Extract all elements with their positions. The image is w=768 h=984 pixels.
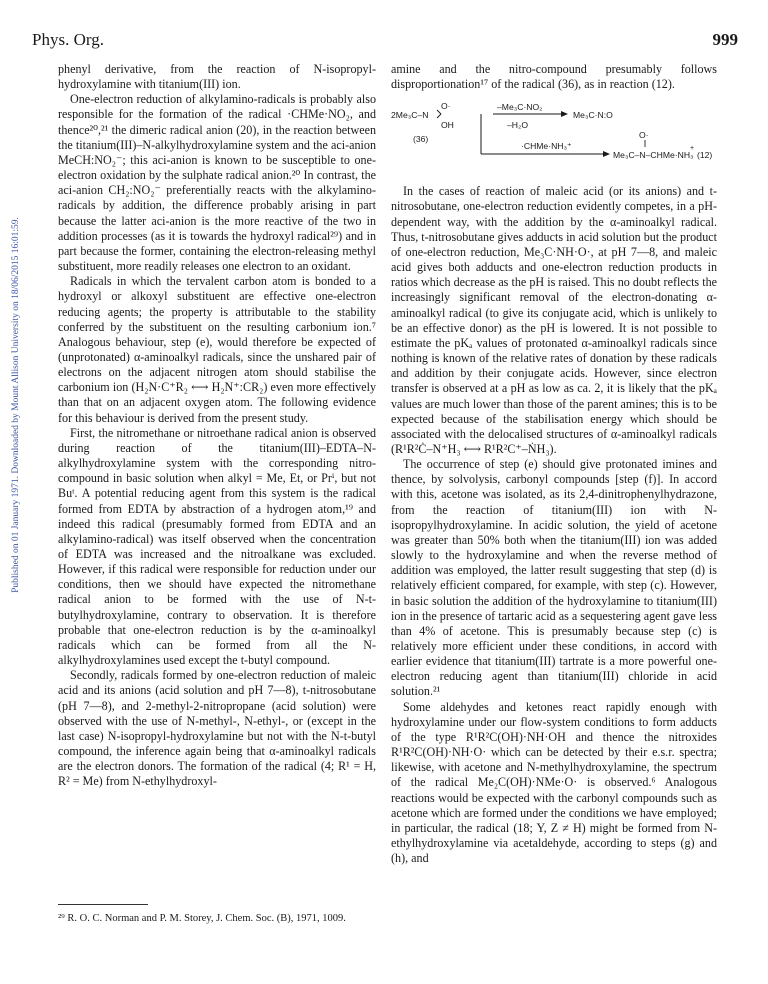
- paragraph: One-electron reduction of alkylamino-radicals is probably also responsible for the formation of the radical ·CHMe·NO₂, and thence²⁰,²¹ the dimeric radical anion (20), in the reaction between the titanium(III)–N-alkylhydroxylamine system and the aci-anion MeCH:NO₂⁻; this aci-anion is known to be susceptible to one-electron oxidation by the sulphate radical anion.²⁰ In contrast, the aci-anion CH₂:NO₂⁻ preferentially reacts with the alkylamino-radicals by addition, the difference probably arising in part because the latter aci-anion is the more reactive of the two in addition processes (as it is towards the hydroxyl radical²⁹) and in part because the former, containing the electron-releasing methyl substituent, more readily releases one electron to an oxidant.: [58, 92, 376, 274]
- running-head: [32, 30, 738, 52]
- paragraph: Some aldehydes and ketones react rapidly enough with hydroxylamine under our flow-system conditions to form adducts of the type R¹R²C(OH)·NH·OH and thence the nitroxides R¹R²C(OH)·NH·O· which can be detected by their e.s.r. spectra; likewise, with acetone and N-methylhydroxylamine, the spectrum of the radical Me₂C(OH)·NMe·O· is observed.⁶ Analogous reactions would be expected with the carbonyl compounds such as acetone which are formed under the conditions we have employed; in particular, the radical (18; Y, Z ≠ H) might be formed from N-ethylhydroxylamine via acetaldehyde, according to steps (g) and (h), and: [391, 699, 717, 866]
- footnote-divider: [58, 904, 148, 905]
- step1-reagent: –Me₃C·NO₂: [497, 102, 543, 113]
- product-nitroxide: Me₃C–N–CHMe·NH₃: [613, 150, 694, 161]
- compound-label: (36): [413, 134, 429, 145]
- paragraph: The occurrence of step (e) should give protonated imines and thence, by solvolysis, carbonyl compounds [step (f)]. In accord with this, acetone was isolated, as its 2,4-dinitrophenylhydrazone, from the reaction of titanium(III) ion with N-isopropylhydroxylamine. In acidic solution, the yield of acetone was greater than 50% both when the titanium(III) ion was added slowly to the hydroxylamine and when the reverse method of addition was employed, the latter result suggesting that step (d) is relatively efficient compared, for example, with step (c). However, in basic solution the addition of the hydroxylamine to titanium(III) ion in the presence of tartaric acid as a sequestering agent gave less than 4% of acetone. This is presumably because step (c) is relatively more efficient under these conditions, in accord with earlier evidence that titanium(III) tartrate is a more powerful one-electron reducing agent than titanium(III) chloride in acid solution.²¹: [391, 457, 717, 699]
- download-note: Published on 01 January 1971. Downloaded by Mount Allison University on 18/06/2015 16:01:59.: [11, 217, 21, 593]
- right-column: [391, 62, 717, 866]
- paragraph: Secondly, radicals formed by one-electron reduction of maleic acid and its anions (acid solution and pH 7—8), t-nitrosobutane (pH 7—8), and 2-methyl-2-nitropropane (acid solution) were observed with the use of N-methyl-, N-ethyl-, or (except in the last case) N-isopropyl-hydroxylamine but not with the N-t-butyl compound, the inference again being that α-aminoalkyl radicals are the electron donors. The formation of the radical (4; R¹ = H, R² = Me) from N-ethylhydroxyl-: [58, 668, 376, 789]
- product-nitroso: Me₃C·N:O: [573, 110, 613, 121]
- reactant-oxyl: O·: [441, 101, 451, 112]
- reactant-hydroxyl: OH: [441, 120, 454, 131]
- journal-title: Phys. Org.: [32, 30, 104, 49]
- reaction-scheme-12: [391, 96, 717, 174]
- step1-byproduct: –H₂O: [507, 120, 529, 131]
- reactant: 2Me₃C–N: [391, 110, 429, 121]
- paragraph: amine and the nitro-compound presumably follows disproportionation¹⁷ of the radical (36), as in reaction (12).: [391, 62, 717, 92]
- paragraph: Radicals in which the tervalent carbon atom is bonded to a hydroxyl or alkoxyl substituent are effective one-electron reducing agents; the property is attributable to the stability conferred by the substituent on the resulting carbonium ion.⁷ Analogous behaviour, step (e), would therefore be expected of (unprotonated) α-aminoalkyl radicals, since the unshared pair of electrons on the adjacent nitrogen atom should stabilise the carbonium ion (H₂N·C⁺R₂ ⟷ H₂N⁺:CR₂) even more effectively than that on an adjacent oxygen atom. The following evidence for this behaviour is derived from the present study.: [58, 274, 376, 425]
- reaction-number: (12): [697, 150, 713, 161]
- paragraph: In the cases of reaction of maleic acid (or its anions) and t-nitrosobutane, one-electron reduction evidently competes, in a pH-dependent way, with the addition by the α-aminoalkyl radical. Thus, t-nitrosobutane gives adducts in acid solution but the product of one-electron reduction, Me₃C·NH·O·, at pH 7—8, and maleic acid gives both adducts and one-electron reduction products in ratios which decrease as the pH is raised. This no doubt reflects the increasingly significant removal of the electron-donating α-aminoalkyl radical (to give its conjugate acid, which is unlikely to be an effective donor) as the pH is lowered. It is not possible to estimate the pKₐ values of protonated α-aminoalkyl radicals since nothing is known of the relative rates of donation by these radicals and addition by their conjugate acids. However, since electron transfer is observed at a pH as low as ca. 2, it is likely that the pKₐ values are much lower than those of the parent amines; this is to be expected because of the stabilisation energy which should be associated with the delocalised structures of α-aminoalkyl radicals (R¹R²Ċ–N⁺H₃ ⟷ R¹R²C⁺–ṄH₃).: [391, 184, 717, 456]
- paragraph: First, the nitromethane or nitroethane radical anion is observed during reaction of the titanium(III)–EDTA–N-alkylhydroxylamine system with the corresponding nitro-compound in basic solution when alkyl = Me, Et, or Prⁱ, but not Buᵗ. A potential reducing agent from this system is the radical formed from EDTA by abstraction of a hydrogen atom,¹⁹ and indeed this radical (presumably formed from EDTA and an alkylamino-radical) was itself observed when the concentration of EDTA was increased and the nitroalkane was excluded. However, if this radical were responsible for reduction under our conditions, then we should have expected the nitromethane radical anion to be formed with the use of N-t-butylhydroxylamine, contrary to observation. It is therefore probable that one-electron reduction is by the α-aminoalkyl radicals which can be formed from all the N-alkylhydroxylamines used except the t-butyl compound.: [58, 425, 376, 668]
- footnote: ²⁹ R. O. C. Norman and P. M. Storey, J. Chem. Soc. (B), 1971, 1009.: [58, 913, 346, 924]
- page-number: 999: [712, 30, 738, 49]
- product-oxyl: O·: [639, 130, 649, 141]
- paragraph: phenyl derivative, from the reaction of N-isopropyl-hydroxylamine with titanium(III) ion.: [58, 62, 376, 92]
- product-charge: +: [690, 145, 695, 153]
- download-watermark: [6, 150, 20, 670]
- step2-reagent: ·CHMe·NH₃⁺: [521, 141, 572, 152]
- left-column: [58, 62, 376, 790]
